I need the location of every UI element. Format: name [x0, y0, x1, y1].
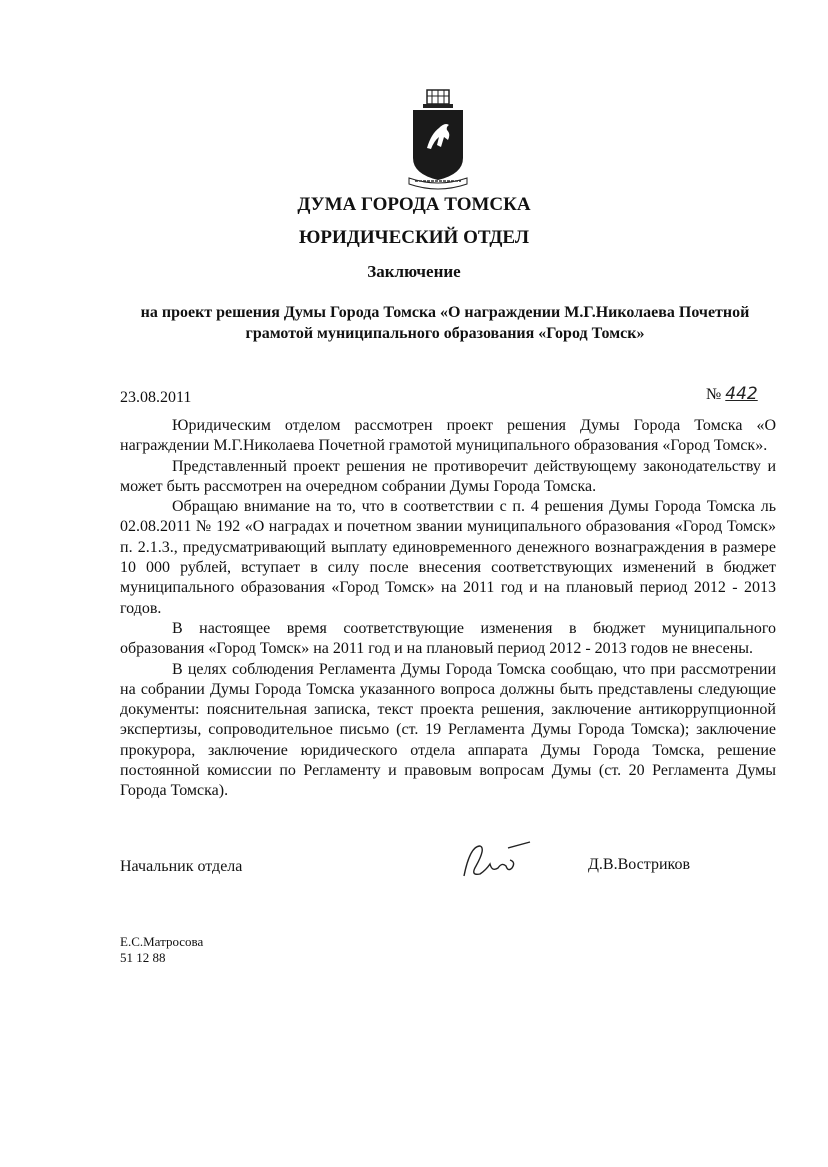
- paragraph: В целях соблюдения Регламента Думы Города Томска сообщаю, что при рассмотрении на собрании Думы Города Томска указанного вопроса должны быть представлены следующие документы: пояснительная записка, текст проекта решения, заключение антикоррупционной экспертизы, сопроводительное письмо (ст. 19 Регламента Думы Города Томска); заключение прокурора, заключение юридического отдела аппарата Думы Города Томска, решение постоянной комиссии по Регламенту и правовым вопросам Думы (ст. 20 Регламента Думы Города Томска).: [120, 660, 776, 800]
- document-body: [120, 416, 776, 802]
- document-date: 23.08.2011: [120, 389, 192, 406]
- executor-info: [120, 934, 203, 966]
- paragraph: Обращаю внимание на то, что в соответствии с п. 4 решения Думы Города Томска ль 02.08.2011 № 192 «О наградах и почетном звании муниципального образования «Город Томск» п. 2.1.3., предусматривающий выплату единовременного денежного вознаграждения в размере 10 000 рублей, вступает в силу после внесения соответствующих изменений в бюджет муниципального образования «Город Томск» на 2011 год и на плановый период 2012 - 2013 годов.: [120, 498, 776, 617]
- organization-title: ДУМА ГОРОДА ТОМСКА: [297, 194, 531, 215]
- document-number: [706, 384, 758, 404]
- paragraph: В настоящее время соответствующие изменения в бюджет муниципального образования «Город Томск» на 2011 год и на плановый период 2012 - 2013 годов не внесены.: [120, 619, 776, 658]
- department-title: ЮРИДИЧЕСКИЙ ОТДЕЛ: [299, 227, 529, 248]
- paragraph: Представленный проект решения не противоречит действующему законодательству и может быть рассмотрен на очередном собрании Думы Города Томска.: [120, 457, 776, 495]
- coat-of-arms-emblem: [405, 88, 471, 192]
- executor-phone: 51 12 88: [120, 950, 166, 965]
- paragraph: Юридическим отделом рассмотрен проект решения Думы Города Томска «О награждении М.Г.Николаева Почетной грамотой муниципального образования «Город Томск».: [120, 417, 776, 455]
- document-subject: на проект решения Думы Города Томска «О награждении М.Г.Николаева Почетной грамотой муниципального образования «Город Томск»: [140, 304, 750, 342]
- executor-name: Е.С.Матросова: [120, 934, 204, 949]
- number-value: 442: [725, 384, 758, 404]
- signatory-role: Начальник отдела: [120, 858, 243, 875]
- document-type: Заключение: [367, 262, 461, 281]
- handwritten-signature: [458, 838, 538, 882]
- number-label: №: [706, 386, 722, 403]
- signatory-name: Д.В.Востриков: [588, 856, 691, 873]
